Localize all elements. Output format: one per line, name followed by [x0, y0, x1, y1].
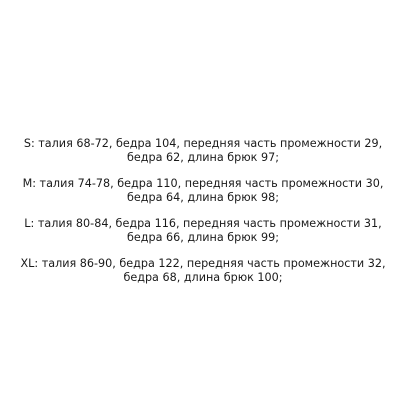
size-entry-xl: XL: талия 86-90, бедра 122, передняя часть промежности 32, бедра 68, длина брюк 100;: [20, 257, 386, 284]
size-entry-s: S: талия 68-72, бедра 104, передняя часть промежности 29, бедра 62, длина брюк 97;: [23, 137, 383, 164]
size-chart: [20, 137, 386, 297]
size-entry-l: L: талия 80-84, бедра 116, передняя часть промежности 31, бедра 66, длина брюк 99;: [24, 217, 382, 244]
size-entry-m: M: талия 74-78, бедра 110, передняя часть промежности 30, бедра 64, длина брюк 98;: [22, 177, 384, 204]
